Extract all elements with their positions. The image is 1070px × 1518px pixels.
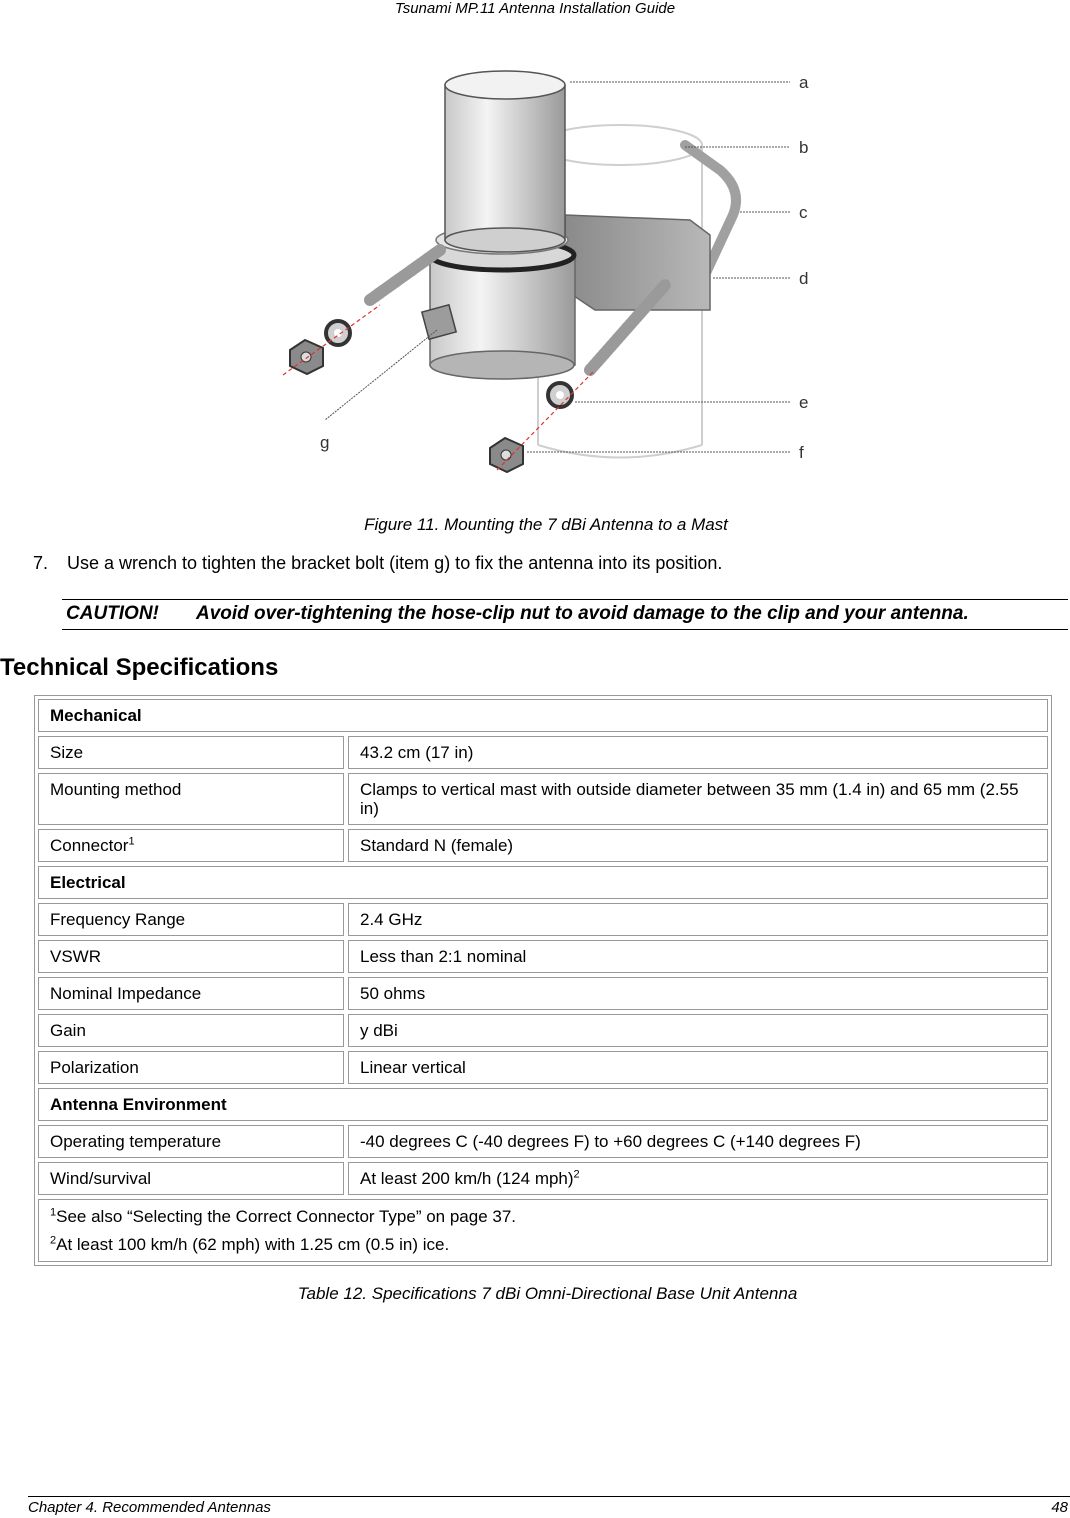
spec-label: Operating temperature <box>38 1125 344 1158</box>
callout-c: c <box>799 203 808 222</box>
footnote-mark: 2 <box>50 1234 57 1247</box>
table-caption: Table 12. Specifications 7 dBi Omni-Directional Base Unit Antenna <box>297 1284 798 1303</box>
group-heading-mechanical: Mechanical <box>38 699 1048 732</box>
callout-g: g <box>320 433 330 452</box>
spec-value <box>348 1162 1048 1195</box>
footnote-ref: 2 <box>573 1168 580 1181</box>
page-number: 48 <box>1051 1499 1068 1516</box>
figure-caption: Figure 11. Mounting the 7 dBi Antenna to a Mast <box>364 515 728 534</box>
spec-value: Less than 2:1 nominal <box>348 940 1048 973</box>
footer-chapter: Chapter 4. Recommended Antennas <box>28 1499 271 1516</box>
section-heading: Technical Specifications <box>0 654 279 681</box>
group-heading-electrical: Electrical <box>38 866 1048 899</box>
footnote-mark: 1 <box>50 1206 57 1219</box>
table-row <box>38 773 1048 825</box>
running-header: Tsunami MP.11 Antenna Installation Guide <box>394 0 676 17</box>
table-row <box>38 977 1048 1010</box>
spec-value: Clamps to vertical mast with outside diameter between 35 mm (1.4 in) and 65 mm (2.55 in) <box>348 773 1048 825</box>
footnote-text: See also “Selecting the Correct Connector Type” on page 37. <box>56 1207 517 1226</box>
bracket-bolt <box>422 305 456 339</box>
footnote-1 <box>50 1207 1036 1226</box>
table-row <box>38 1162 1048 1195</box>
spec-label: Nominal Impedance <box>38 977 344 1010</box>
table-row <box>38 940 1048 973</box>
footnote-text: At least 100 km/h (62 mph) with 1.25 cm (0.5 in) ice. <box>56 1235 450 1254</box>
table-row <box>38 903 1048 936</box>
antenna-radome <box>445 71 565 252</box>
callout-d: d <box>799 269 809 288</box>
caution-label: CAUTION! <box>66 603 159 624</box>
spec-label: VSWR <box>38 940 344 973</box>
table-row <box>38 736 1048 769</box>
step-text: Use a wrench to tighten the bracket bolt (item g) to fix the antenna into its position. <box>67 553 723 573</box>
page-footer <box>28 1496 1070 1516</box>
callout-f: f <box>799 443 804 462</box>
step-number: 7. <box>33 553 49 573</box>
spec-label-text: Connector <box>50 836 129 855</box>
callout-b: b <box>799 138 809 157</box>
group-heading-environment: Antenna Environment <box>38 1088 1048 1121</box>
spec-value: 43.2 cm (17 in) <box>348 736 1048 769</box>
footnote-2 <box>50 1235 1036 1254</box>
spec-value: -40 degrees C (-40 degrees F) to +60 degrees C (+140 degrees F) <box>348 1125 1048 1158</box>
callout-e: e <box>799 393 809 412</box>
table-row <box>38 1051 1048 1084</box>
table-row <box>38 1125 1048 1158</box>
table-footnotes <box>38 1199 1048 1262</box>
instruction-step <box>33 553 722 574</box>
spec-value: 50 ohms <box>348 977 1048 1010</box>
spec-value: 2.4 GHz <box>348 903 1048 936</box>
spec-label: Mounting method <box>38 773 344 825</box>
spec-label: Polarization <box>38 1051 344 1084</box>
specifications-table <box>34 695 1052 1266</box>
spec-label: Frequency Range <box>38 903 344 936</box>
spec-value-text: At least 200 km/h (124 mph) <box>360 1169 574 1188</box>
bracket-plate <box>565 215 710 310</box>
table-row <box>38 1014 1048 1047</box>
spec-label: Wind/survival <box>38 1162 344 1195</box>
callout-a: a <box>799 73 809 92</box>
caution-note <box>62 599 1068 630</box>
caution-text: Avoid over-tightening the hose-clip nut to avoid damage to the clip and your antenna. <box>196 603 969 624</box>
spec-label <box>38 829 344 862</box>
footnote-ref: 1 <box>128 835 135 848</box>
spec-value: Linear vertical <box>348 1051 1048 1084</box>
spec-label: Gain <box>38 1014 344 1047</box>
spec-label: Size <box>38 736 344 769</box>
spec-value: Standard N (female) <box>348 829 1048 862</box>
table-row <box>38 829 1048 862</box>
spec-value: y dBi <box>348 1014 1048 1047</box>
antenna-mounting-illustration <box>265 50 825 490</box>
